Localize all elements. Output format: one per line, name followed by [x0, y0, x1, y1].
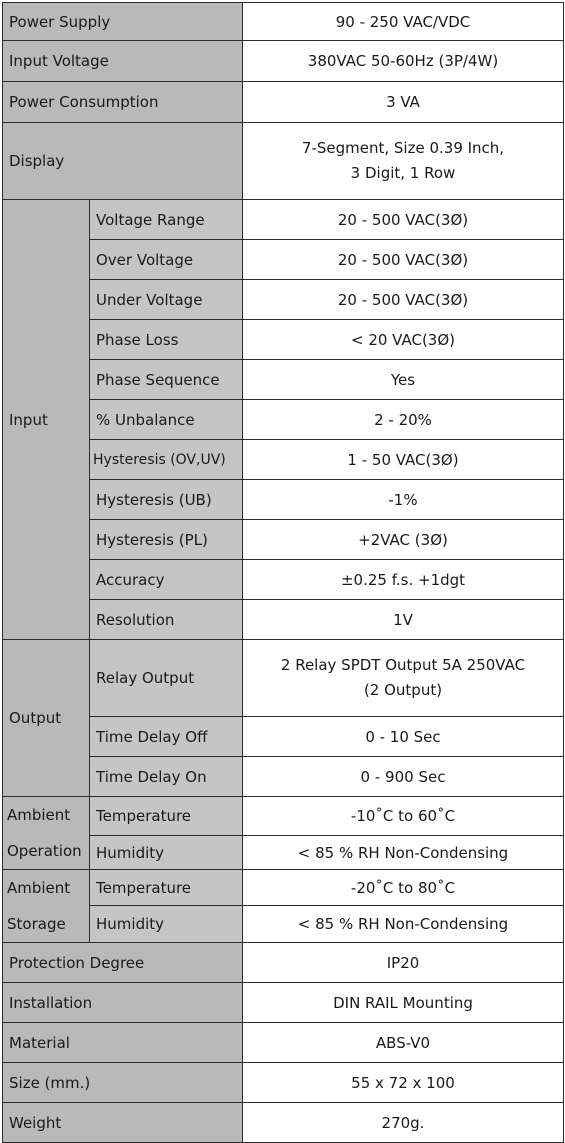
over-voltage-label: Over Voltage: [90, 240, 243, 280]
input-group-label: Input: [3, 200, 90, 640]
table-row: [3, 1023, 564, 1063]
table-row: [3, 797, 564, 836]
protection-degree-value: IP20: [243, 943, 564, 983]
display-value: [243, 123, 564, 200]
installation-value: DIN RAIL Mounting: [243, 983, 564, 1023]
storage-humidity-value: < 85 % RH Non-Condensing: [243, 906, 564, 943]
input-voltage-value: 380VAC 50-60Hz (3P/4W): [243, 41, 564, 82]
hysteresis-pl-label: Hysteresis (PL): [90, 520, 243, 560]
resolution-label: Resolution: [90, 600, 243, 640]
resolution-value: 1V: [243, 600, 564, 640]
input-voltage-label: Input Voltage: [3, 41, 243, 82]
ambient-storage-label-line-2: Storage: [7, 915, 66, 933]
power-consumption-value: 3 VA: [243, 82, 564, 123]
table-row: [3, 983, 564, 1023]
operation-humidity-value: < 85 % RH Non-Condensing: [243, 836, 564, 870]
protection-degree-label: Protection Degree: [3, 943, 243, 983]
installation-label: Installation: [3, 983, 243, 1023]
time-delay-off-label: Time Delay Off: [90, 717, 243, 757]
material-value: ABS-V0: [243, 1023, 564, 1063]
unbalance-value: 2 - 20%: [243, 400, 564, 440]
unbalance-label: % Unbalance: [90, 400, 243, 440]
specification-table: [2, 2, 564, 1143]
table-row: [3, 123, 564, 200]
storage-temperature-label: Temperature: [90, 870, 243, 906]
phase-sequence-label: Phase Sequence: [90, 360, 243, 400]
relay-output-value-line-1: 2 Relay SPDT Output 5A 250VAC: [280, 656, 526, 674]
table-row: [3, 3, 564, 41]
display-value-line-1: 7-Segment, Size 0.39 Inch,: [301, 139, 505, 157]
phase-loss-value: < 20 VAC(3Ø): [243, 320, 564, 360]
relay-output-value: [243, 640, 564, 717]
table-row: [3, 870, 564, 906]
relay-output-value-line-2: (2 Output): [363, 681, 443, 699]
phase-loss-label: Phase Loss: [90, 320, 243, 360]
power-supply-value: 90 - 250 VAC/VDC: [243, 3, 564, 41]
ambient-operation-label-line-2: Operation: [7, 842, 82, 860]
operation-temperature-value: -10˚C to 60˚C: [243, 797, 564, 836]
storage-humidity-label: Humidity: [90, 906, 243, 943]
over-voltage-value: 20 - 500 VAC(3Ø): [243, 240, 564, 280]
ambient-storage-label-line-1: Ambient: [7, 879, 71, 897]
under-voltage-value: 20 - 500 VAC(3Ø): [243, 280, 564, 320]
display-value-line-2: 3 Digit, 1 Row: [350, 164, 456, 182]
operation-temperature-label: Temperature: [90, 797, 243, 836]
ambient-storage-label: [3, 870, 90, 943]
table-row: [3, 82, 564, 123]
time-delay-on-value: 0 - 900 Sec: [243, 757, 564, 797]
ambient-operation-label-line-1: Ambient: [7, 806, 71, 824]
hysteresis-ov-uv-label: Hysteresis (OV,UV): [90, 440, 243, 480]
material-label: Material: [3, 1023, 243, 1063]
accuracy-label: Accuracy: [90, 560, 243, 600]
size-value: 55 x 72 x 100: [243, 1063, 564, 1103]
table-row: [3, 41, 564, 82]
weight-value: 270g.: [243, 1103, 564, 1143]
table-row: [3, 943, 564, 983]
hysteresis-ub-value: -1%: [243, 480, 564, 520]
under-voltage-label: Under Voltage: [90, 280, 243, 320]
hysteresis-ub-label: Hysteresis (UB): [90, 480, 243, 520]
time-delay-on-label: Time Delay On: [90, 757, 243, 797]
power-consumption-label: Power Consumption: [3, 82, 243, 123]
table-row: [3, 200, 564, 240]
voltage-range-value: 20 - 500 VAC(3Ø): [243, 200, 564, 240]
table-row: [3, 640, 564, 717]
ambient-operation-label: [3, 797, 90, 870]
size-label: Size (mm.): [3, 1063, 243, 1103]
hysteresis-ov-uv-value: 1 - 50 VAC(3Ø): [243, 440, 564, 480]
time-delay-off-value: 0 - 10 Sec: [243, 717, 564, 757]
phase-sequence-value: Yes: [243, 360, 564, 400]
table-row: [3, 1063, 564, 1103]
operation-humidity-label: Humidity: [90, 836, 243, 870]
relay-output-label: Relay Output: [90, 640, 243, 717]
display-label: Display: [3, 123, 243, 200]
hysteresis-pl-value: +2VAC (3Ø): [243, 520, 564, 560]
power-supply-label: Power Supply: [3, 3, 243, 41]
voltage-range-label: Voltage Range: [90, 200, 243, 240]
table-row: [3, 1103, 564, 1143]
weight-label: Weight: [3, 1103, 243, 1143]
accuracy-value: ±0.25 f.s. +1dgt: [243, 560, 564, 600]
storage-temperature-value: -20˚C to 80˚C: [243, 870, 564, 906]
output-group-label: Output: [3, 640, 90, 797]
